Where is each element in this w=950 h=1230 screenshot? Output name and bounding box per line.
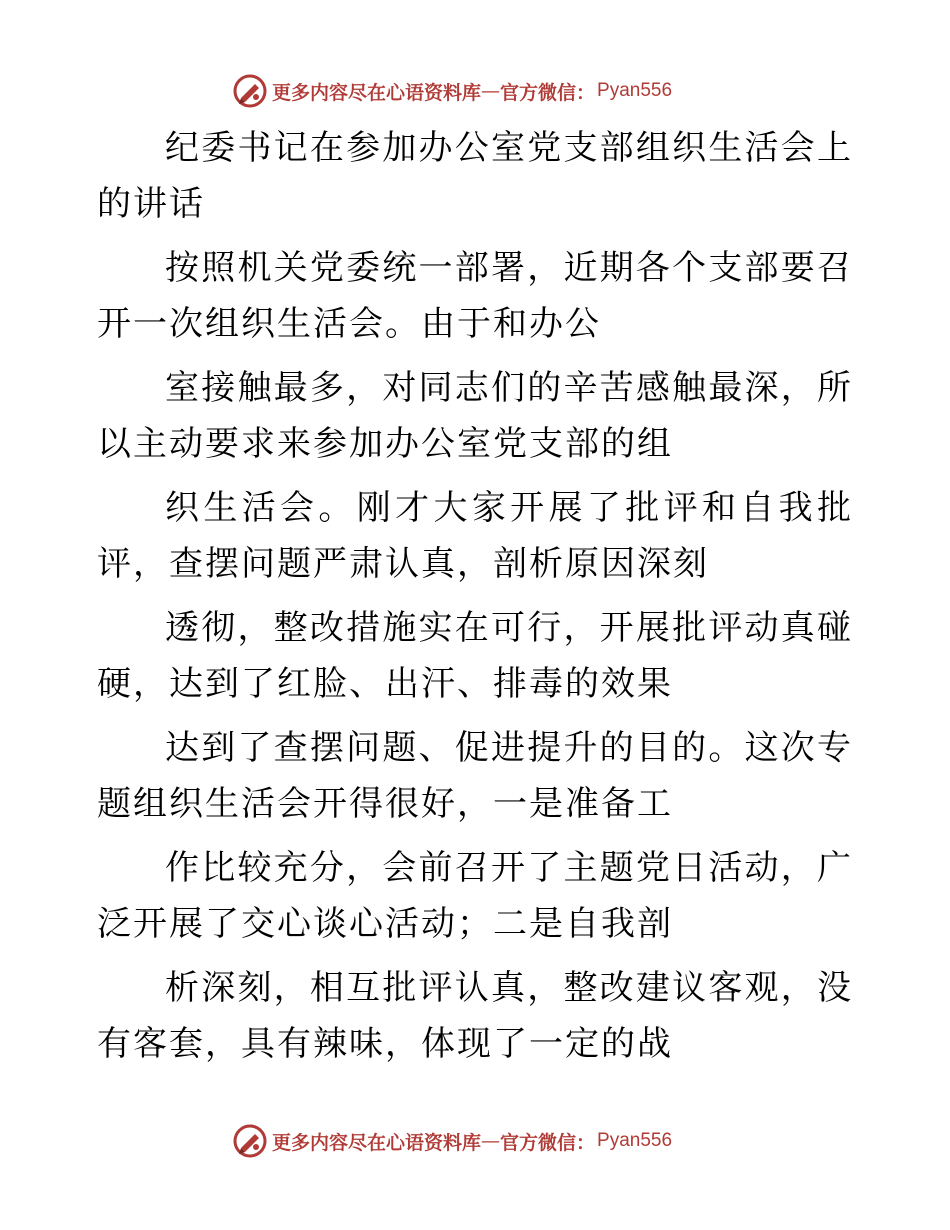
banner-wechat-id: Pyan556 [597,80,673,101]
document-body [97,120,853,1072]
banner-dash: — [481,80,501,102]
pen-logo-icon [232,73,268,109]
banner-wechat-label: 官方微信： [500,81,596,104]
footer-banner [232,1121,752,1161]
paragraph-7: 析深刻，相互批评认真，整改建议客观，没有客套，具有辣味，体现了一定的战 [97,968,853,1064]
banner-dash: — [481,1130,501,1152]
paragraph-1: 按照机关党委统一部署，近期各个支部要召开一次组织生活会。由于和办公 [97,248,853,344]
banner-lead-text: 更多内容尽在心语资料库 [272,81,482,104]
banner-wechat-label: 官方微信： [500,1131,596,1154]
header-banner [232,71,752,111]
paragraph-5: 达到了查摆问题、促进提升的目的。这次专题组织生活会开得很好，一是准备工 [97,728,853,824]
banner-wechat-id: Pyan556 [597,1130,673,1151]
pen-logo-icon [232,1123,268,1159]
paragraph-2: 室接触最多，对同志们的辛苦感触最深，所以主动要求来参加办公室党支部的组 [97,368,853,464]
paragraph-6: 作比较充分，会前召开了主题党日活动，广泛开展了交心谈心活动；二是自我剖 [97,848,853,944]
paragraph-3: 织生活会。刚才大家开展了批评和自我批评，查摆问题严肃认真，剖析原因深刻 [97,488,853,584]
document-title: 纪委书记在参加办公室党支部组织生活会上的讲话 [97,128,853,224]
banner-lead-text: 更多内容尽在心语资料库 [272,1131,482,1154]
paragraph-4: 透彻，整改措施实在可行，开展批评动真碰硬，达到了红脸、出汗、排毒的效果 [97,608,853,704]
